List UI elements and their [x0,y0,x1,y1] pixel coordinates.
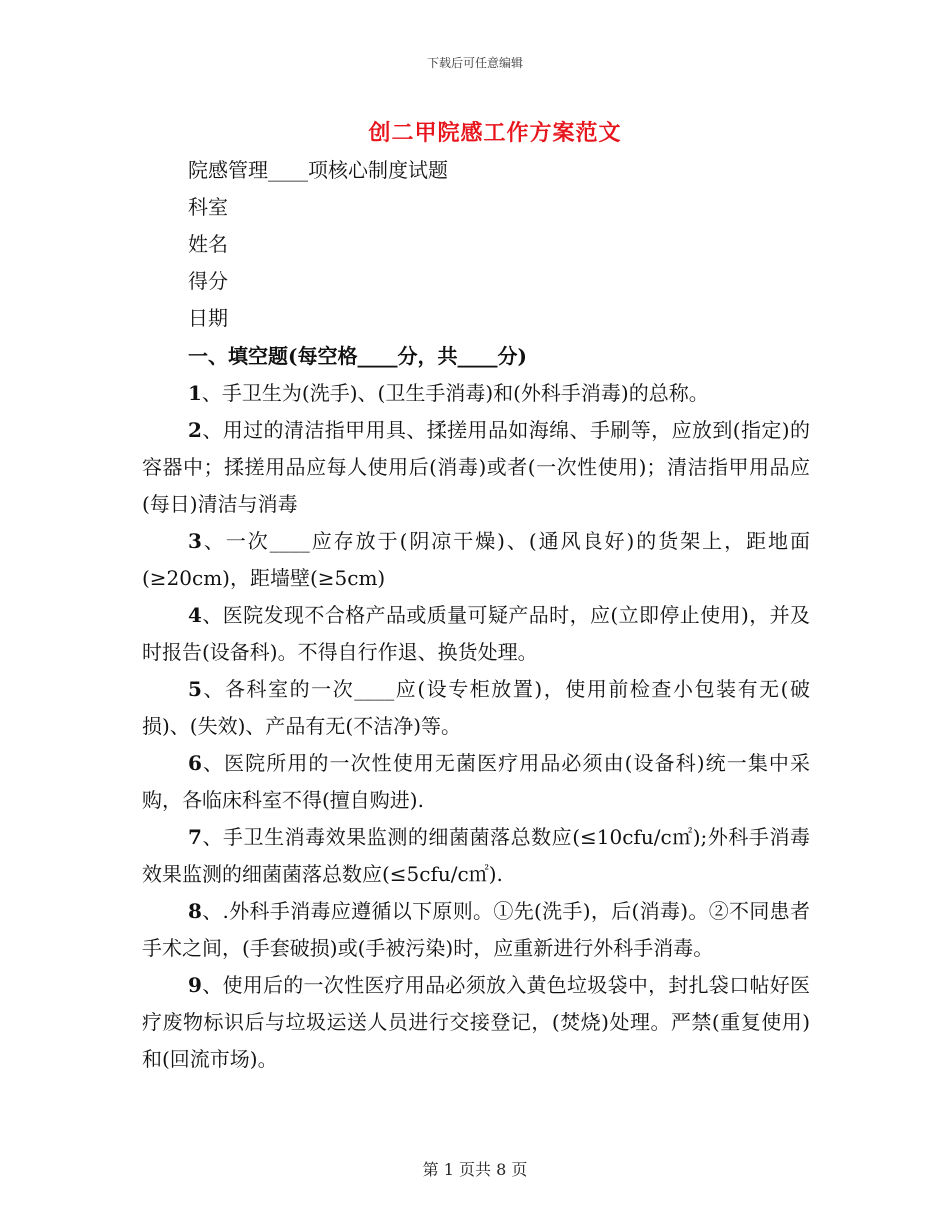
question-text: 、医院发现不合格产品或质量可疑产品时，应(立即停止使用)，并及时报告(设备科)。不得自行作退、换货处理。 [142,603,810,664]
question-number: 5 [188,677,202,701]
question-text: 、.外科手消毒应遵循以下原则。①先(洗手)，后(消毒)。②不同患者手术之间，(手套破损)或(手被污染)时，应重新进行外科手消毒。 [142,899,810,960]
document-body [142,338,810,1078]
question-number: 3 [188,529,202,553]
question-number: 9 [188,973,202,997]
question-item [142,523,810,597]
question-text: 、手卫生为(洗手)、(卫生手消毒)和(外科手消毒)的总称。 [201,381,709,405]
question-item [142,893,810,967]
question-number: 2 [188,418,202,442]
score-label: 得分 [188,269,228,293]
question-text: 、各科室的一次____应(设专柜放置)，使用前检查小包装有无(破损)、(失效)、产品有无(不洁净)等。 [142,677,810,738]
form-fields [188,152,448,337]
document-title: 创二甲院感工作方案范文 [368,120,622,146]
question-number: 4 [188,603,202,627]
question-text: 、用过的清洁指甲用具、揉搓用品如海绵、手刷等，应放到(指定)的容器中；揉搓用品应每人使用后(消毒)或者(一次性使用)；清洁指甲用品应(每日)清洁与消毒 [142,418,810,516]
question-text: 、手卫生消毒效果监测的细菌菌落总数应(≤10cfu/c㎡);外科手消毒效果监测的细菌菌落总数应(≤5cfu/c㎡). [142,825,810,886]
question-number: 1 [188,381,202,405]
date-label: 日期 [188,306,228,330]
page-number: 第 1 页共 8 页 [422,1160,528,1179]
name-label: 姓名 [188,232,228,256]
question-text: 、医院所用的一次性使用无菌医疗用品必须由(设备科)统一集中采购，各临床科室不得(擅自购进). [142,751,810,812]
question-item [142,819,810,893]
section-heading: 一、填空题(每空格____分，共____分) [188,344,527,368]
question-item [142,671,810,745]
question-item [142,745,810,819]
question-number: 8 [188,899,202,923]
question-item [142,412,810,523]
question-item [142,597,810,671]
question-text: 、一次____应存放于(阴凉干燥)、(通风良好)的货架上，距地面(≥20cm)，距墙壁(≥5cm) [142,529,810,590]
question-item [142,375,810,412]
page-header-note: 下载后可任意编辑 [426,56,523,70]
department-label: 科室 [188,195,228,219]
exam-title-line: 院感管理____项核心制度试题 [188,158,448,182]
question-number: 7 [188,825,202,849]
question-item [142,967,810,1078]
question-number: 6 [188,751,202,775]
question-text: 、使用后的一次性医疗用品必须放入黄色垃圾袋中，封扎袋口帖好医疗废物标识后与垃圾运送人员进行交接登记，(焚烧)处理。严禁(重复使用)和(回流市场)。 [142,973,810,1071]
